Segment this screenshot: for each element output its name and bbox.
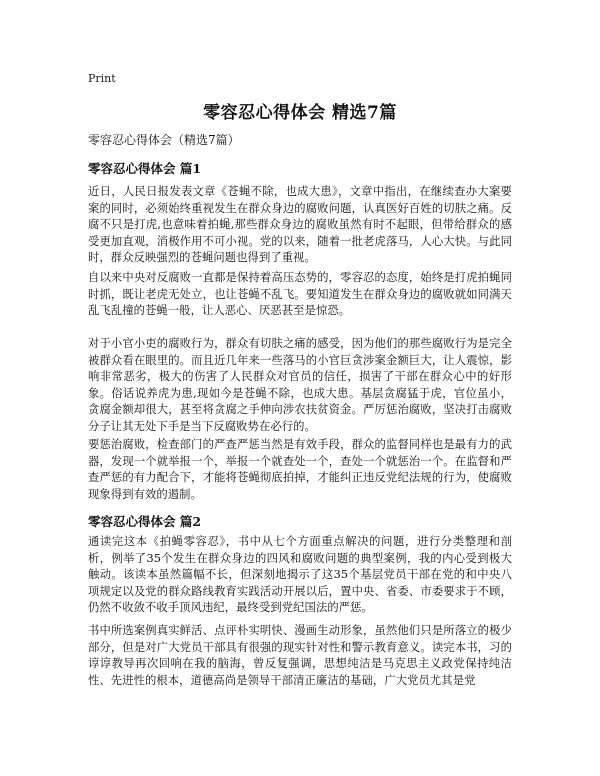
paragraph: 书中所选案例真实鲜活、点评朴实明快、漫画生动形象，虽然他们只是所落立的极少部分，但是对广大党员干部具有很强的现实针对性和警示教育意义。读完本书，习的谆谆教导再次回响在我的脑海，曾反复强调，思想纯洁是马克思主义政党保持纯洁性、先进性的根本，道德高尚是领导干部清正廉洁的基础，广大党员尤其是党 <box>88 624 512 687</box>
document-subtitle: 零容忍心得体会（精选7篇） <box>88 133 240 147</box>
page-title: 零容忍心得体会 精选7篇 <box>203 103 397 123</box>
paragraph: 自以来中央对反腐败一直都是保持着高压态势的，零容忍的态度，始终是打虎拍蝇同时抓，既让老虎无处立，也让苍蝇不乱飞。要知道发生在群众身边的腐败就如同满天乱飞乱撞的苍蝇一般，让人恶心、厌恶甚至是惊恐。 <box>88 271 512 318</box>
print-label[interactable]: Print <box>88 72 116 85</box>
section-heading-1: 零容忍心得体会 篇1 <box>88 161 202 176</box>
section-heading-2: 零容忍心得体会 篇2 <box>88 514 202 529</box>
paragraph: 对于小官小吏的腐败行为，群众有切肤之痛的感受，因为他们的那些腐败行为是完全被群众看在眼里的。而且近几年来一些落马的小官巨贪涉案金额巨大，让人震惊，影响非常恶劣，极大的伤害了人民群众对官员的信任，损害了干部在群众心中的好形象。俗话说养虎为患,现如今是苍蝇不除，也成大患。基层贪腐猛于虎，官位虽小，贪腐金额却很大，甚至将贪腐之手伸向涉农扶贫资金。严厉惩治腐败，坚决打击腐败分子让其无处下手是当下反腐败势在必行的。 <box>88 337 512 433</box>
paragraph: 通读完这本《拍蝇零容忍》，书中从七个方面重点解决的问题，进行分类整理和剖析，例举了35个发生在群众身边的四风和腐败问题的典型案例，我的内心受到极大触动。该读本虽然篇幅不长，但深刻地揭示了这35个基层党员干部在党的和中央八项规定以及党的群众路线教育实践活动开展以后，置中央、省委、市委要求于不顾，仍然不收敛不收手顶风违纪，最终受到党纪国法的严惩。 <box>88 535 512 615</box>
paragraph: 要惩治腐败，检查部门的严查严惩当然是有效手段，群众的监督同样也是最有力的武器，发现一个就举报一个，举报一个就查处一个，查处一个就惩治一个。在监督和严查严惩的有力配合下，才能将苍蝇彻底拍掉，才能纠正违反党纪法规的行为，使腐败现象得到有效的遏制。 <box>88 438 512 501</box>
paragraph: 近日，人民日报发表文章《苍蝇不除，也成大患》，文章中指出，在继续查办大案要案的同时，必须始终重视发生在群众身边的腐败问题，认真医好百姓的切肤之痛。反腐不只是打虎,也意味着拍蝇,那些群众身边的腐败虽然有时不起眼，但带给群众的感受更加直观，消极作用不可小视。党的以来，随着一批老虎落马，人心大快。与此同时，群众反映强烈的苍蝇问题也得到了重视。 <box>88 185 512 265</box>
